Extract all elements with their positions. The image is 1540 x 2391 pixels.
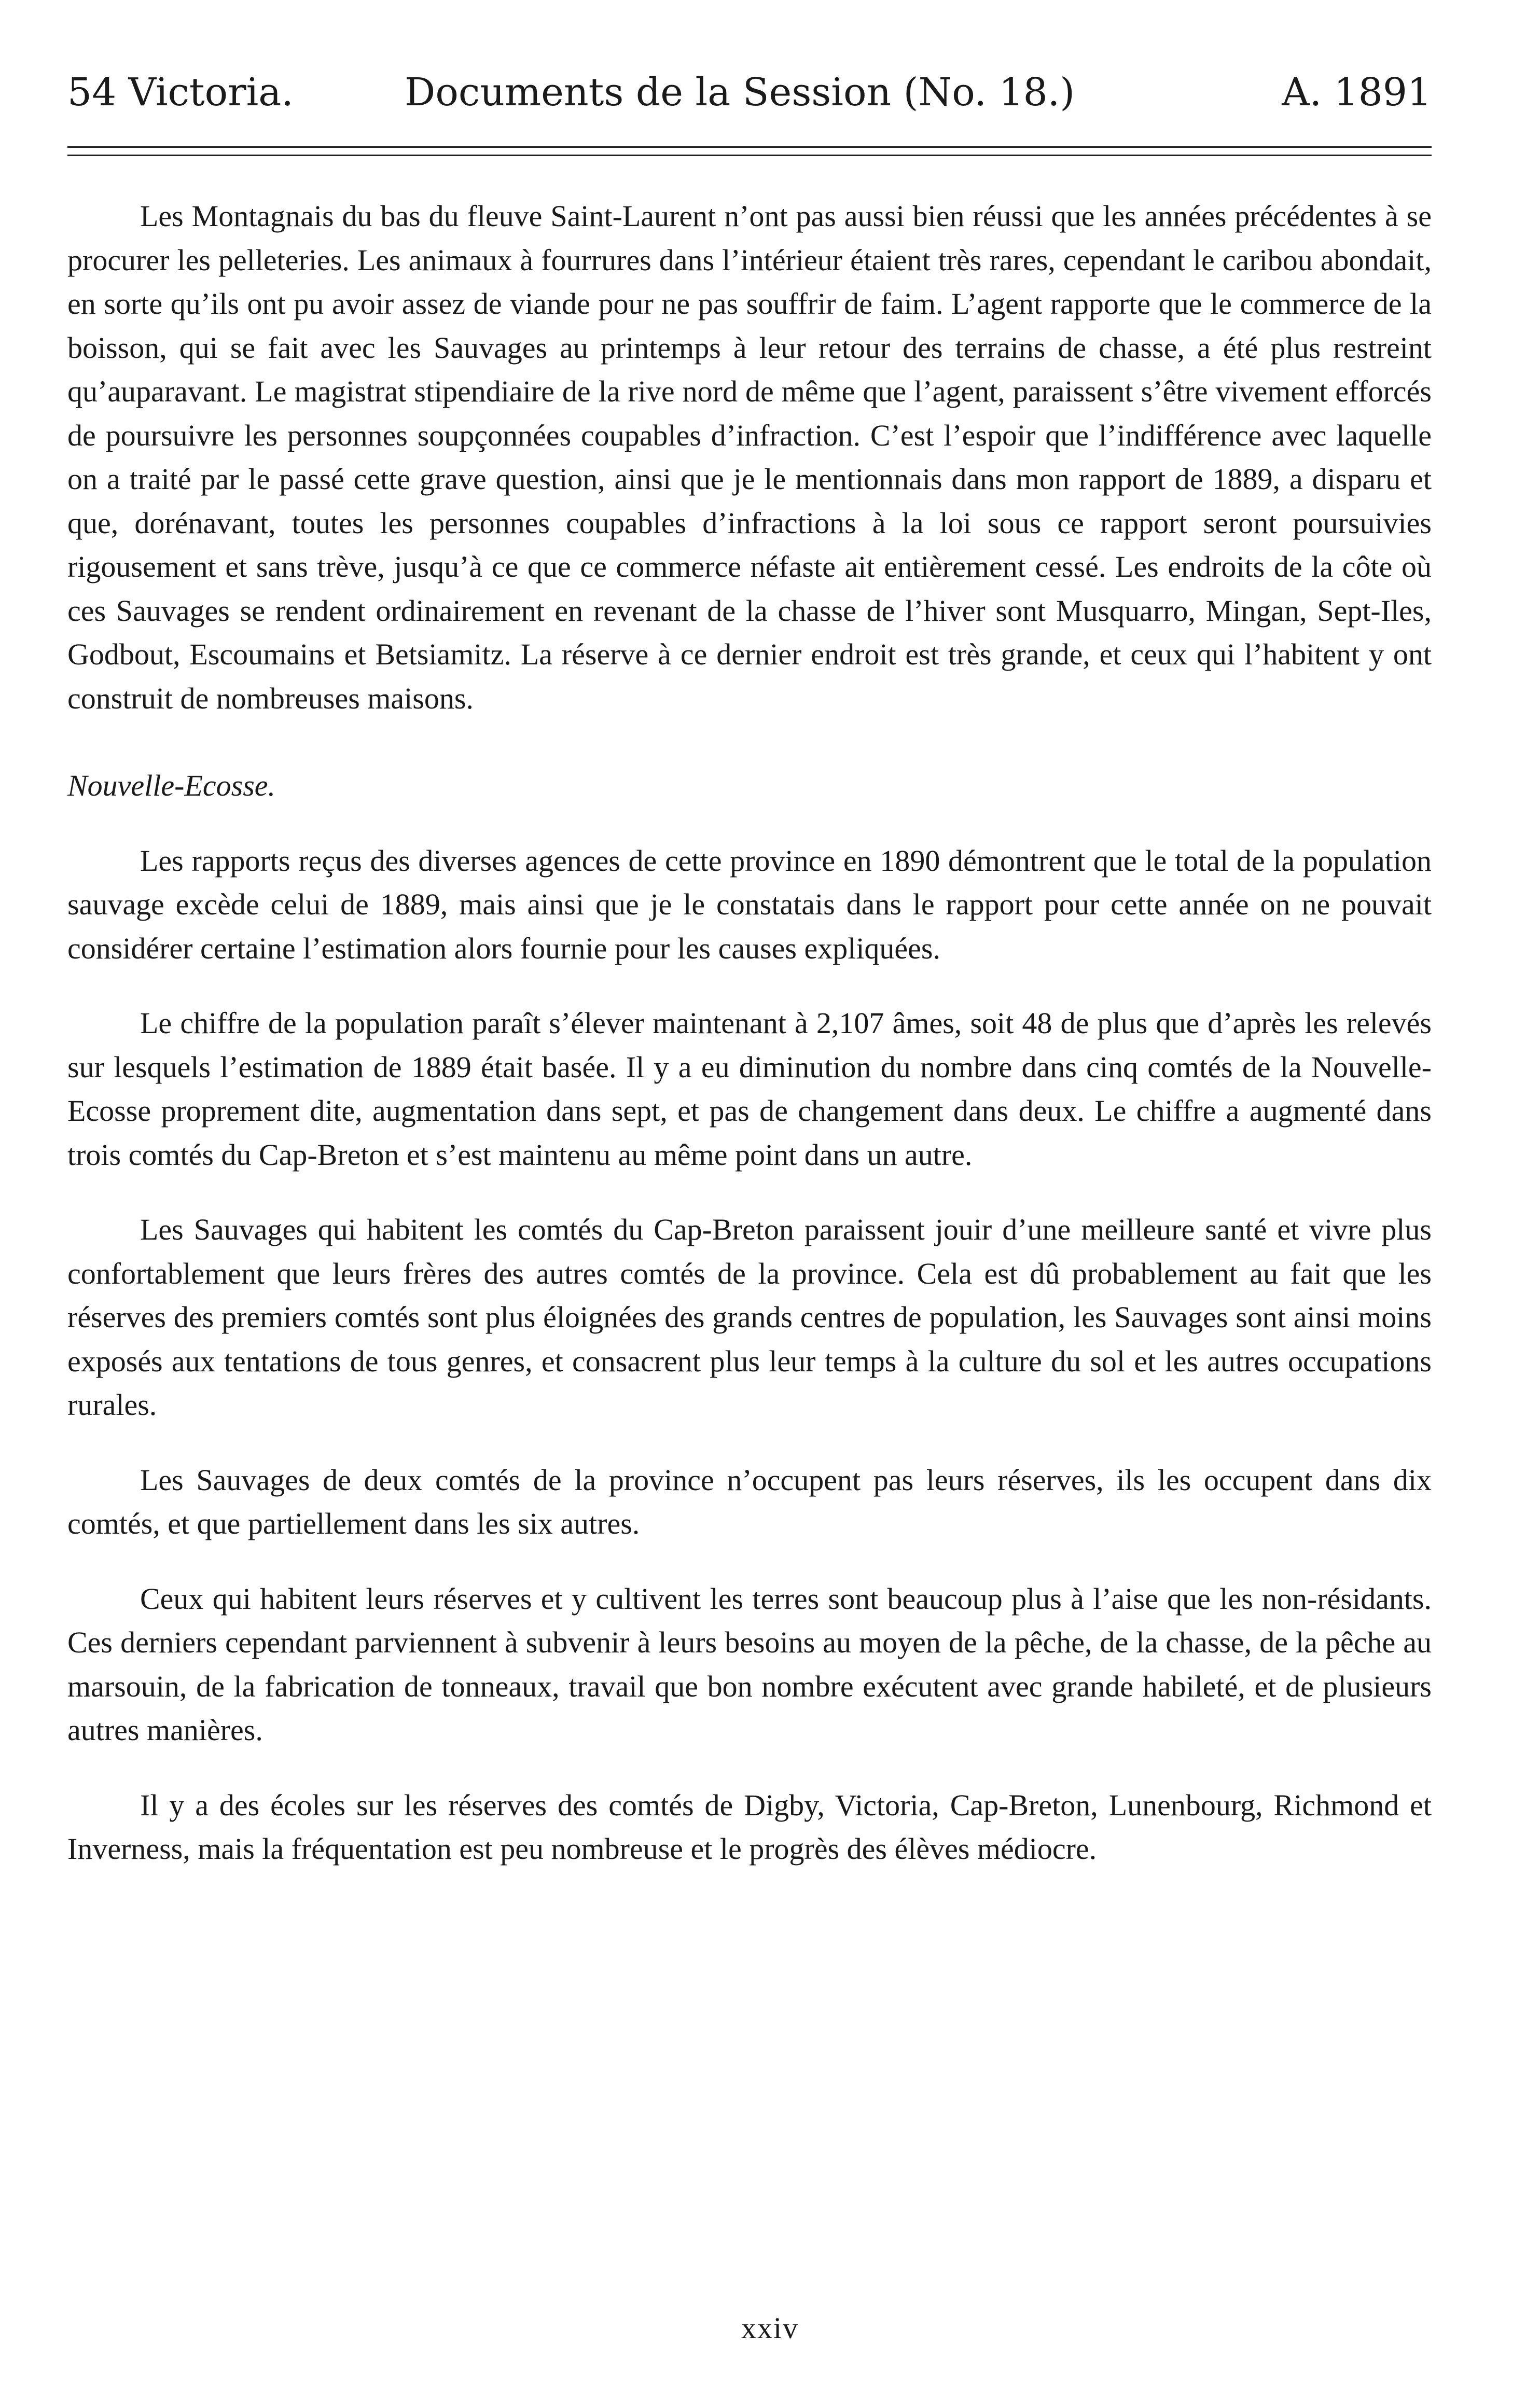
paragraph-spacer — [67, 1546, 1432, 1577]
paragraph-spacer — [67, 1753, 1432, 1784]
paragraph-ecoles: Il y a des écoles sur les réserves des comtés de Digby, Victoria, Cap-Breton, Lunenbourg, Richmond et Inverness, mais la fréquentation est peu nombreuse et le progrès des élèves médiocre. — [67, 1788, 1432, 1866]
paragraph-spacer — [67, 970, 1432, 1002]
paragraph-spacer — [67, 1177, 1432, 1208]
page-body — [67, 194, 1432, 1871]
paragraph-spacer — [67, 1427, 1432, 1458]
section-spacer — [67, 720, 1432, 764]
paragraph-residants: Ceux qui habitent leurs réserves et y cultivent les terres sont beaucoup plus à l’aise que les non-résidants. Ces derniers cependant parviennent à subvenir à leurs besoins au moyen de la pêche, de la chasse, de la pêche au marsouin, de la fabrication de tonneaux, travail que bon nombre exécutent avec grande habileté, et de plusieurs autres manières. — [67, 1581, 1432, 1747]
page-number: xxiv — [741, 2311, 799, 2345]
paragraph-cap-breton: Les Sauvages qui habitent les comtés du Cap-Breton paraissent jouir d’une meilleure santé et vivre plus confortablement que leurs frères des autres comtés de la province. Cela est dû probablement au fait que les réserves des premiers comtés sont plus éloignées des grands centres de population, les Sauvages sont ainsi moins exposés aux tentations de tous genres, et consacrent plus leur temps à la culture du sol et les autres occupations rurales. — [67, 1213, 1432, 1422]
running-header — [67, 66, 1432, 118]
header-rule-bottom — [67, 155, 1432, 156]
paragraph-montagnais: Les Montagnais du bas du fleuve Saint-Laurent n’ont pas aussi bien réussi que les années précédentes à se procurer les pelleteries. Les animaux à fourrures dans l’intérieur étaient très rares, cependant le caribou abondait, en sorte qu’ils ont pu avoir assez de viande pour ne pas souffrir de faim. L’agent rapporte que le commerce de la boisson, qui se fait avec les Sauvages au printemps à leur retour des terrains de chasse, a été plus restreint qu’auparavant. Le magistrat stipendiaire de la rive nord de même que l’agent, paraissent s’être vivement efforcés de poursuivre les personnes soupçonnées coupables d’infraction. C’est l’espoir que l’indifférence avec laquelle on a traité par le passé cette grave question, ainsi que je le mentionnais dans mon rapport de 1889, a disparu et que, dorénavant, toutes les personnes coupables d’infractions à la loi sous ce rapport seront poursuivies rigousement et sans trève, jusqu’à ce que ce commerce néfaste ait entièrement cessé. Les endroits de la côte où ces Sauvages se rendent ordinairement en revenant de la chasse de l’hiver sont Musquarro, Mingan, Sept-Iles, Godbout, Escoumains et Betsiamitz. La réserve à ce dernier endroit est très grande, et ceux qui l’habitent y ont construit de nombreuses maisons. — [67, 199, 1432, 715]
section-spacer — [67, 808, 1432, 839]
paragraph-rapports: Les rapports reçus des diverses agences de cette province en 1890 démontrent que le total de la population sauvage excède celui de 1889, mais ainsi que je le constatais dans le rapport pour cette année on ne pouvait considérer certaine l’estimation alors fournie pour les causes expliquées. — [67, 843, 1432, 965]
header-title: Documents de la Session (No. 18.) — [405, 70, 1075, 115]
paragraph-population: Le chiffre de la population paraît s’élever maintenant à 2,107 âmes, soit 48 de plus que d’après les relevés sur lesquels l’estimation de 1889 était basée. Il y a eu diminution du nombre dans cinq comtés de la Nouvelle-Ecosse proprement dite, augmentation dans sept, et pas de changement dans deux. Le chiffre a augmenté dans trois comtés du Cap-Breton et s’est maintenu au même point dans un autre. — [67, 1006, 1432, 1172]
section-title: Nouvelle-Ecosse. — [67, 769, 276, 802]
header-year: A. 1891 — [1282, 70, 1432, 115]
paragraph-reserves: Les Sauvages de deux comtés de la province n’occupent pas leurs réserves, ils les occupent dans dix comtés, et que partiellement dans les six autres. — [67, 1463, 1432, 1540]
header-rule-top — [67, 146, 1432, 148]
header-volume: 54 Victoria. — [67, 70, 294, 115]
